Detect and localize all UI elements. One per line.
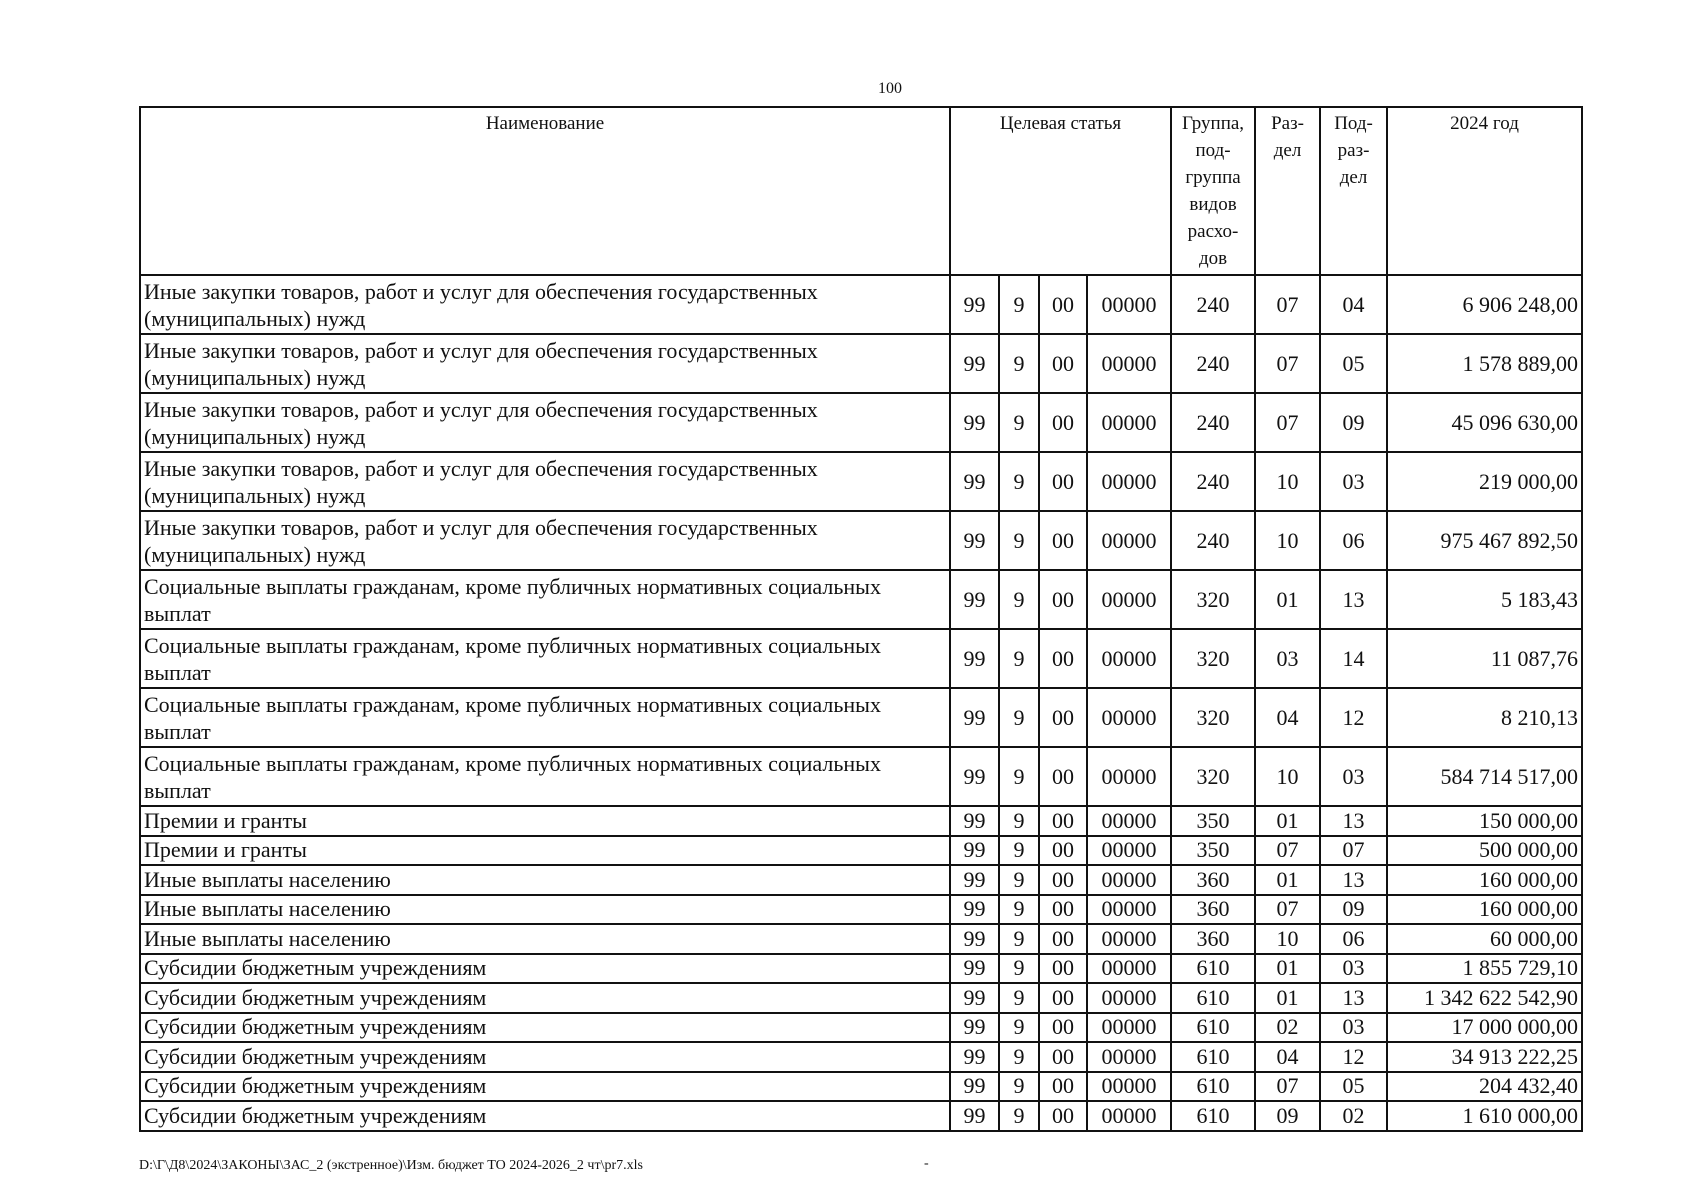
cell-target-direction: 00000	[1087, 806, 1171, 836]
header-section: Раз-дел	[1255, 107, 1320, 275]
cell-target-program: 99	[950, 1013, 999, 1043]
cell-section: 07	[1255, 275, 1320, 334]
cell-target-main: 00	[1039, 924, 1087, 954]
cell-target-direction: 00000	[1087, 747, 1171, 806]
cell-target-program: 99	[950, 452, 999, 511]
cell-expense-group: 350	[1171, 806, 1255, 836]
footer-mark: -	[924, 1156, 929, 1171]
cell-amount: 1 578 889,00	[1387, 334, 1582, 393]
cell-amount: 584 714 517,00	[1387, 747, 1582, 806]
table-row	[140, 511, 1582, 570]
cell-target-program: 99	[950, 393, 999, 452]
cell-amount: 17 000 000,00	[1387, 1013, 1582, 1043]
cell-subsection: 13	[1320, 806, 1387, 836]
cell-name: Социальные выплаты гражданам, кроме публичных нормативных социальных выплат	[140, 570, 950, 629]
table-row	[140, 983, 1582, 1013]
cell-target-main: 00	[1039, 1072, 1087, 1102]
cell-expense-group: 360	[1171, 865, 1255, 895]
cell-target-direction: 00000	[1087, 1042, 1171, 1072]
cell-target-direction: 00000	[1087, 895, 1171, 925]
cell-amount: 1 610 000,00	[1387, 1101, 1582, 1131]
cell-target-program: 99	[950, 1042, 999, 1072]
cell-name: Иные закупки товаров, работ и услуг для обеспечения государственных (муниципальных) нужд	[140, 393, 950, 452]
cell-section: 01	[1255, 806, 1320, 836]
cell-section: 01	[1255, 983, 1320, 1013]
cell-target-main: 00	[1039, 511, 1087, 570]
cell-section: 07	[1255, 393, 1320, 452]
cell-name: Иные закупки товаров, работ и услуг для обеспечения государственных (муниципальных) нужд	[140, 275, 950, 334]
cell-amount: 150 000,00	[1387, 806, 1582, 836]
cell-target-main: 00	[1039, 334, 1087, 393]
cell-name: Иные закупки товаров, работ и услуг для обеспечения государственных (муниципальных) нужд	[140, 511, 950, 570]
cell-target-program: 99	[950, 924, 999, 954]
cell-amount: 500 000,00	[1387, 836, 1582, 866]
cell-section: 10	[1255, 924, 1320, 954]
cell-name: Иные закупки товаров, работ и услуг для обеспечения государственных (муниципальных) нужд	[140, 452, 950, 511]
cell-expense-group: 610	[1171, 1042, 1255, 1072]
cell-target-program: 99	[950, 895, 999, 925]
cell-amount: 160 000,00	[1387, 895, 1582, 925]
cell-section: 10	[1255, 511, 1320, 570]
cell-name: Социальные выплаты гражданам, кроме публичных нормативных социальных выплат	[140, 747, 950, 806]
cell-target-direction: 00000	[1087, 629, 1171, 688]
table-row	[140, 629, 1582, 688]
cell-target-direction: 00000	[1087, 511, 1171, 570]
cell-expense-group: 610	[1171, 1072, 1255, 1102]
cell-subsection: 13	[1320, 570, 1387, 629]
cell-name: Иные закупки товаров, работ и услуг для обеспечения государственных (муниципальных) нужд	[140, 334, 950, 393]
cell-target-program: 99	[950, 1072, 999, 1102]
cell-target-subprogram: 9	[999, 275, 1039, 334]
cell-amount: 8 210,13	[1387, 688, 1582, 747]
cell-target-main: 00	[1039, 865, 1087, 895]
cell-expense-group: 240	[1171, 334, 1255, 393]
cell-target-direction: 00000	[1087, 1013, 1171, 1043]
cell-target-direction: 00000	[1087, 865, 1171, 895]
cell-subsection: 09	[1320, 393, 1387, 452]
cell-amount: 60 000,00	[1387, 924, 1582, 954]
table-row	[140, 1013, 1582, 1043]
cell-target-main: 00	[1039, 1013, 1087, 1043]
cell-target-main: 00	[1039, 452, 1087, 511]
cell-subsection: 12	[1320, 1042, 1387, 1072]
cell-section: 01	[1255, 865, 1320, 895]
cell-expense-group: 350	[1171, 836, 1255, 866]
cell-target-subprogram: 9	[999, 1042, 1039, 1072]
cell-name: Субсидии бюджетным учреждениям	[140, 1072, 950, 1102]
cell-expense-group: 320	[1171, 570, 1255, 629]
cell-target-program: 99	[950, 570, 999, 629]
cell-target-subprogram: 9	[999, 747, 1039, 806]
table-row	[140, 334, 1582, 393]
cell-amount: 11 087,76	[1387, 629, 1582, 688]
cell-expense-group: 610	[1171, 954, 1255, 984]
page-number: 100	[878, 80, 902, 97]
cell-section: 07	[1255, 334, 1320, 393]
cell-target-main: 00	[1039, 275, 1087, 334]
table-row	[140, 836, 1582, 866]
cell-target-main: 00	[1039, 806, 1087, 836]
cell-target-program: 99	[950, 334, 999, 393]
cell-name: Субсидии бюджетным учреждениям	[140, 954, 950, 984]
cell-subsection: 12	[1320, 688, 1387, 747]
header-expense-group: Группа, под-группа видов расхо-дов	[1171, 107, 1255, 275]
cell-target-main: 00	[1039, 570, 1087, 629]
cell-expense-group: 360	[1171, 895, 1255, 925]
cell-target-subprogram: 9	[999, 836, 1039, 866]
header-subsection: Под-раз-дел	[1320, 107, 1387, 275]
cell-amount: 975 467 892,50	[1387, 511, 1582, 570]
cell-target-subprogram: 9	[999, 954, 1039, 984]
cell-section: 10	[1255, 747, 1320, 806]
cell-target-subprogram: 9	[999, 895, 1039, 925]
cell-target-main: 00	[1039, 629, 1087, 688]
cell-subsection: 04	[1320, 275, 1387, 334]
cell-subsection: 06	[1320, 511, 1387, 570]
cell-subsection: 06	[1320, 924, 1387, 954]
cell-target-main: 00	[1039, 688, 1087, 747]
cell-section: 10	[1255, 452, 1320, 511]
cell-expense-group: 240	[1171, 511, 1255, 570]
cell-target-main: 00	[1039, 954, 1087, 984]
cell-target-program: 99	[950, 275, 999, 334]
cell-name: Иные выплаты населению	[140, 895, 950, 925]
cell-target-direction: 00000	[1087, 275, 1171, 334]
cell-expense-group: 610	[1171, 983, 1255, 1013]
cell-target-direction: 00000	[1087, 954, 1171, 984]
cell-target-main: 00	[1039, 1042, 1087, 1072]
cell-amount: 204 432,40	[1387, 1072, 1582, 1102]
budget-table	[139, 106, 1583, 1132]
cell-target-subprogram: 9	[999, 511, 1039, 570]
cell-section: 07	[1255, 895, 1320, 925]
table-row	[140, 393, 1582, 452]
cell-subsection: 07	[1320, 836, 1387, 866]
cell-amount: 5 183,43	[1387, 570, 1582, 629]
cell-subsection: 03	[1320, 954, 1387, 984]
cell-subsection: 03	[1320, 747, 1387, 806]
table-row	[140, 275, 1582, 334]
cell-target-program: 99	[950, 688, 999, 747]
cell-subsection: 13	[1320, 865, 1387, 895]
cell-name: Субсидии бюджетным учреждениям	[140, 983, 950, 1013]
cell-section: 01	[1255, 570, 1320, 629]
cell-target-direction: 00000	[1087, 393, 1171, 452]
cell-subsection: 14	[1320, 629, 1387, 688]
cell-amount: 1 342 622 542,90	[1387, 983, 1582, 1013]
cell-subsection: 05	[1320, 1072, 1387, 1102]
cell-amount: 6 906 248,00	[1387, 275, 1582, 334]
cell-name: Иные выплаты населению	[140, 865, 950, 895]
cell-name: Иные выплаты населению	[140, 924, 950, 954]
cell-target-subprogram: 9	[999, 1101, 1039, 1131]
cell-target-main: 00	[1039, 895, 1087, 925]
cell-target-main: 00	[1039, 393, 1087, 452]
cell-amount: 34 913 222,25	[1387, 1042, 1582, 1072]
cell-target-direction: 00000	[1087, 836, 1171, 866]
cell-target-program: 99	[950, 511, 999, 570]
cell-section: 03	[1255, 629, 1320, 688]
cell-name: Социальные выплаты гражданам, кроме публичных нормативных социальных выплат	[140, 688, 950, 747]
cell-target-subprogram: 9	[999, 806, 1039, 836]
cell-amount: 219 000,00	[1387, 452, 1582, 511]
cell-target-direction: 00000	[1087, 924, 1171, 954]
cell-section: 07	[1255, 1072, 1320, 1102]
cell-target-program: 99	[950, 836, 999, 866]
cell-target-main: 00	[1039, 747, 1087, 806]
table-row	[140, 747, 1582, 806]
cell-expense-group: 610	[1171, 1013, 1255, 1043]
cell-target-subprogram: 9	[999, 865, 1039, 895]
header-target-article: Целевая статья	[950, 107, 1171, 275]
cell-target-program: 99	[950, 865, 999, 895]
cell-amount: 1 855 729,10	[1387, 954, 1582, 984]
cell-target-program: 99	[950, 983, 999, 1013]
cell-expense-group: 240	[1171, 393, 1255, 452]
cell-target-program: 99	[950, 629, 999, 688]
cell-section: 04	[1255, 688, 1320, 747]
cell-target-subprogram: 9	[999, 629, 1039, 688]
cell-subsection: 13	[1320, 983, 1387, 1013]
cell-target-main: 00	[1039, 1101, 1087, 1131]
table-row	[140, 452, 1582, 511]
cell-target-main: 00	[1039, 983, 1087, 1013]
cell-subsection: 02	[1320, 1101, 1387, 1131]
cell-name: Премии и гранты	[140, 806, 950, 836]
cell-section: 01	[1255, 954, 1320, 984]
cell-target-direction: 00000	[1087, 452, 1171, 511]
table-row	[140, 1042, 1582, 1072]
cell-expense-group: 320	[1171, 629, 1255, 688]
cell-target-program: 99	[950, 747, 999, 806]
cell-expense-group: 240	[1171, 275, 1255, 334]
cell-target-main: 00	[1039, 836, 1087, 866]
cell-section: 02	[1255, 1013, 1320, 1043]
cell-expense-group: 360	[1171, 924, 1255, 954]
table-header-row	[140, 107, 1582, 275]
cell-expense-group: 320	[1171, 688, 1255, 747]
cell-target-direction: 00000	[1087, 1072, 1171, 1102]
cell-name: Социальные выплаты гражданам, кроме публичных нормативных социальных выплат	[140, 629, 950, 688]
cell-target-subprogram: 9	[999, 688, 1039, 747]
table-row	[140, 954, 1582, 984]
cell-section: 07	[1255, 836, 1320, 866]
cell-name: Премии и гранты	[140, 836, 950, 866]
cell-subsection: 09	[1320, 895, 1387, 925]
table-body	[140, 275, 1582, 1131]
cell-expense-group: 320	[1171, 747, 1255, 806]
cell-subsection: 05	[1320, 334, 1387, 393]
cell-expense-group: 610	[1171, 1101, 1255, 1131]
cell-name: Субсидии бюджетным учреждениям	[140, 1013, 950, 1043]
cell-name: Субсидии бюджетным учреждениям	[140, 1042, 950, 1072]
cell-name: Субсидии бюджетным учреждениям	[140, 1101, 950, 1131]
cell-target-direction: 00000	[1087, 1101, 1171, 1131]
table-row	[140, 688, 1582, 747]
cell-target-program: 99	[950, 1101, 999, 1131]
cell-target-direction: 00000	[1087, 334, 1171, 393]
cell-target-direction: 00000	[1087, 570, 1171, 629]
cell-amount: 45 096 630,00	[1387, 393, 1582, 452]
cell-target-direction: 00000	[1087, 983, 1171, 1013]
cell-target-subprogram: 9	[999, 334, 1039, 393]
cell-section: 09	[1255, 1101, 1320, 1131]
cell-section: 04	[1255, 1042, 1320, 1072]
cell-expense-group: 240	[1171, 452, 1255, 511]
table-row	[140, 806, 1582, 836]
table-row	[140, 1101, 1582, 1131]
cell-target-program: 99	[950, 954, 999, 984]
cell-target-subprogram: 9	[999, 570, 1039, 629]
cell-amount: 160 000,00	[1387, 865, 1582, 895]
table-row	[140, 924, 1582, 954]
table-row	[140, 570, 1582, 629]
cell-target-subprogram: 9	[999, 924, 1039, 954]
cell-target-subprogram: 9	[999, 1072, 1039, 1102]
header-name: Наименование	[140, 107, 950, 275]
cell-target-direction: 00000	[1087, 688, 1171, 747]
table-row	[140, 895, 1582, 925]
cell-target-subprogram: 9	[999, 452, 1039, 511]
footer-file-path: D:\Г\Д8\2024\ЗАКОНЫ\ЗАС_2 (экстренное)\Изм. бюджет ТО 2024-2026_2 чт\pr7.xls	[139, 1158, 643, 1173]
cell-target-subprogram: 9	[999, 1013, 1039, 1043]
cell-target-program: 99	[950, 806, 999, 836]
header-year: 2024 год	[1387, 107, 1582, 275]
cell-subsection: 03	[1320, 452, 1387, 511]
cell-subsection: 03	[1320, 1013, 1387, 1043]
cell-target-subprogram: 9	[999, 393, 1039, 452]
table-row	[140, 1072, 1582, 1102]
table-row	[140, 865, 1582, 895]
cell-target-subprogram: 9	[999, 983, 1039, 1013]
